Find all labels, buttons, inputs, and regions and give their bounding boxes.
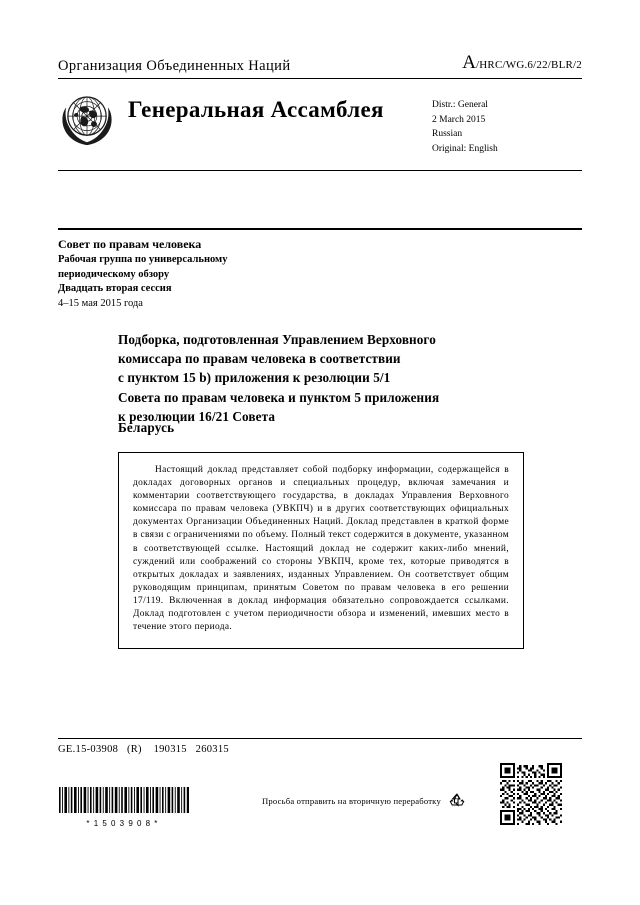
working-group-line-2: периодическому обзору: [58, 268, 170, 280]
council-block: [58, 236, 478, 311]
date-code-1: 190315: [153, 744, 187, 755]
job-number: GE.15-03908: [58, 744, 119, 755]
title-line-5: к резолюции 16/21 Совета: [118, 408, 276, 424]
barcode-digits: *1503908*: [86, 819, 162, 828]
title-line-3: с пунктом 15 b) приложения к резолюции 5/1: [118, 370, 391, 386]
document-symbol-rest: /HRC/WG.6/22/BLR/2: [476, 59, 582, 71]
recycle-notice: [262, 791, 467, 811]
distribution-type: Distr.: General: [432, 100, 488, 110]
recycling-icon: [447, 791, 467, 811]
distribution-language: Russian: [432, 129, 463, 139]
masthead-bottom-rules: [58, 170, 582, 171]
title-line-1: Подборка, подготовленная Управлением Верховного: [118, 332, 436, 347]
page-title: [118, 330, 568, 426]
country-name: Беларусь: [118, 420, 175, 435]
distribution-original: Original: English: [432, 143, 498, 154]
organization-name: Организация Объединенных Наций: [58, 58, 291, 74]
footer-thin-rule: [58, 738, 582, 739]
title-line-2: комиссара по правам человека в соответствии: [118, 351, 401, 367]
session-number: Двадцать вторая сессия: [58, 283, 172, 295]
council-organ: Совет по правам человека: [58, 237, 202, 251]
abstract-box: [118, 452, 524, 649]
general-assembly-row: [58, 88, 582, 156]
barcode-bars-icon: [58, 787, 190, 813]
organization-row: [58, 52, 582, 75]
council-thick-rule: [58, 228, 582, 230]
language-code: (R): [126, 744, 142, 755]
masthead-bottom-thin-rule: [58, 170, 582, 171]
council-divider: [58, 228, 582, 230]
qr-code-icon: [500, 763, 562, 825]
document-symbol: [462, 52, 582, 75]
abstract-text: Настоящий доклад представляет собой подборку информации, содержащейся в докладах договорных органов и специальных процедур, включая замечания и комментарии соответствующего государства, в докладах Управления Верховного комиссара по правам человека (УВКПЧ) и в других соответствующих официальных документах Организации Объединенных Наций. Доклад представлен в краткой форме в связи с ограничениями по объему. Полный текст содержится в документе, указанном в соответствующей ссылке. Настоящий доклад не содержит каких-либо мнений, суждений или соображений со стороны УВКПЧ, кроме тех, которые приводятся в открытых докладах и заявлениях, изданных Управлением. Он соответствует общим руководящим принципам, принятым Советом по правам человека в его решении 17/119. Включенная в доклад информация обязательно сопровождается ссылками. Доклад подготовлен с учетом периодичности обзора и изменений, имевших место в течение этого периода.: [133, 465, 509, 633]
un-emblem-icon: [58, 90, 116, 148]
distribution-block: [432, 98, 582, 156]
date-code-2: 260315: [195, 744, 229, 755]
recycle-text: Просьба отправить на вторичную переработку: [262, 796, 441, 806]
job-number-line: [58, 744, 229, 755]
distribution-date: 2 March 2015: [432, 114, 486, 125]
general-assembly-title: Генеральная Ассамблея: [128, 97, 384, 122]
qr-code: [500, 763, 562, 825]
masthead: [58, 52, 582, 171]
masthead-top-rule: [58, 78, 582, 79]
title-line-4: Совета по правам человека и пунктом 5 приложения: [118, 389, 440, 405]
session-dates: 4–15 мая 2015 года: [58, 297, 143, 309]
footer-divider: [58, 735, 582, 739]
working-group-line-1: Рабочая группа по универсальному: [58, 254, 228, 265]
document-symbol-initial: A: [462, 52, 477, 73]
barcode: [58, 787, 190, 828]
